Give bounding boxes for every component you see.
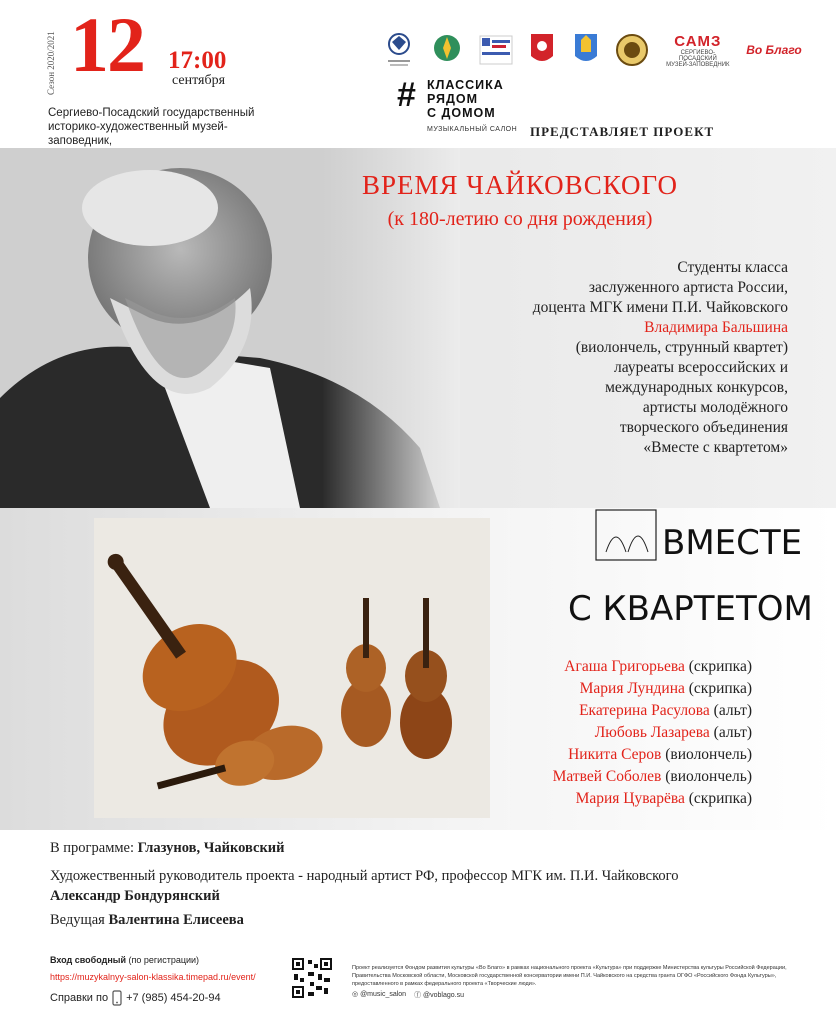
mosobl-emblem-icon bbox=[429, 30, 465, 70]
salon-name bbox=[427, 78, 504, 120]
salon-line: С ДОМОМ bbox=[427, 106, 496, 120]
voblago-text: Во Благо bbox=[746, 43, 802, 57]
host-info bbox=[50, 912, 244, 929]
facebook-icon: ⓕ bbox=[414, 992, 422, 999]
performer-name: Никита Серов bbox=[568, 746, 662, 763]
teacher-name: Владимира Бальшина bbox=[644, 319, 788, 336]
performer-row bbox=[486, 788, 752, 810]
entry-registration: (по регистрации) bbox=[128, 955, 200, 965]
sam-logo-mark: САМЗ bbox=[674, 32, 722, 50]
event-subtitle: (к 180-летию со дня рождения) bbox=[387, 208, 653, 230]
sam-logo bbox=[663, 30, 733, 70]
performer-row bbox=[486, 678, 752, 700]
instruments-photo bbox=[94, 518, 490, 818]
students-line: «Вместе с квартетом» bbox=[643, 439, 788, 456]
salon-logo bbox=[397, 72, 527, 144]
registration-link[interactable]: https://muzykalnyy-salon-klassika.timepad.ru/event/ bbox=[50, 972, 256, 982]
students-line: (виолончель, струнный квартет) bbox=[575, 339, 788, 356]
students-line: творческого объединения bbox=[619, 419, 788, 436]
students-line: лауреаты всероссийских и bbox=[614, 359, 788, 376]
address-line: Сергиево-Посадский государственный bbox=[48, 107, 255, 119]
phone-number[interactable]: +7 (985) 454-20-94 bbox=[126, 992, 221, 1004]
performer-name: Любовь Лазарева bbox=[594, 724, 710, 741]
performer-name: Мария Цуварёва bbox=[575, 790, 685, 807]
phone-label: Справки по bbox=[50, 992, 109, 1004]
performer-instrument: (скрипка) bbox=[688, 658, 752, 675]
performer-row bbox=[486, 722, 752, 744]
students-line: доцента МГК имени П.И. Чайковского bbox=[532, 299, 788, 316]
students-line: заслуженного артиста России, bbox=[588, 279, 788, 296]
program-label: В программе: bbox=[50, 840, 135, 856]
sam-logo-bottom: МУЗЕЙ-ЗАПОВЕДНИК bbox=[666, 61, 730, 68]
phone-info bbox=[50, 990, 221, 1006]
students-description bbox=[380, 258, 788, 458]
performer-row bbox=[486, 766, 752, 788]
facebook-text: @voblago.su bbox=[423, 992, 464, 999]
voblago-logo bbox=[746, 30, 802, 70]
address-line: историко-художественный музей-заповедник, bbox=[48, 121, 228, 147]
fine-print: Проект реализуется Фондом развития культуры «Во Благо» в рамках национального проекта «Культура» при поддержке Министерства культуры Российской Федерации, Правительства Московской области, Московской государственной консерватории имени П.И. Чайковского на средства гранта ОГФО «Российского Фонда Культуры», предоставленного в рамках федерального проекта «Творческие люди». bbox=[352, 965, 787, 987]
sam-logo-top: СЕРГИЕВО-ПОСАДСКИЙ bbox=[678, 49, 717, 62]
students-line: артисты молодёжного bbox=[642, 399, 788, 416]
moscow-region-icon bbox=[527, 30, 557, 70]
instagram-icon: ◎ bbox=[352, 991, 359, 998]
social-links bbox=[352, 990, 464, 1000]
partner-logos bbox=[382, 28, 802, 72]
program-info bbox=[50, 840, 285, 857]
entry-free: Вход свободный bbox=[50, 955, 126, 965]
performer-instrument: (альт) bbox=[713, 724, 752, 741]
performer-instrument: (виолончель) bbox=[665, 746, 752, 763]
performer-name: Екатерина Расулова bbox=[579, 702, 710, 719]
program-composers: Глазунов, Чайковский bbox=[137, 840, 285, 856]
instagram-handle[interactable] bbox=[352, 990, 406, 1000]
event-title: ВРЕМЯ ЧАЙКОВСКОГО bbox=[362, 170, 678, 200]
host-name: Валентина Елисеева bbox=[108, 912, 244, 928]
performer-name: Матвей Соболев bbox=[552, 768, 662, 785]
performer-instrument: (виолончель) bbox=[665, 768, 752, 785]
national-project-icon bbox=[478, 30, 514, 70]
salon-hash: # bbox=[397, 76, 416, 114]
event-day: 12 bbox=[70, 1, 144, 88]
salon-line: РЯДОМ bbox=[427, 92, 479, 106]
quartet-logo-line2: С КВАРТЕТОМ bbox=[568, 589, 813, 629]
performer-instrument: (альт) bbox=[713, 702, 752, 719]
host-label: Ведущая bbox=[50, 912, 105, 928]
performer-instrument: (скрипка) bbox=[688, 680, 752, 697]
students-line: Студенты класса bbox=[677, 259, 788, 276]
facebook-handle[interactable] bbox=[414, 990, 464, 1000]
students-line: международных конкурсов, bbox=[605, 379, 788, 396]
director-name: Александр Бондурянский bbox=[50, 888, 220, 904]
event-month: сентября bbox=[172, 73, 226, 88]
instagram-text: @music_salon bbox=[360, 991, 407, 998]
city-crest-icon bbox=[571, 30, 601, 70]
director-role: Художественный руководитель проекта - народный артист РФ, профессор МГК им. П.И. Чайковского bbox=[50, 868, 679, 884]
performers-list bbox=[486, 656, 752, 810]
performer-row bbox=[486, 656, 752, 678]
season-label: Сезон 2020/2021 bbox=[46, 31, 56, 95]
entry-info bbox=[50, 955, 199, 965]
qr-code[interactable] bbox=[292, 958, 332, 998]
performer-name: Агаша Григорьева bbox=[564, 658, 685, 675]
performer-name: Мария Лундина bbox=[579, 680, 685, 697]
quartet-logo-line1: ВМЕСТЕ bbox=[662, 523, 803, 563]
presents-label: ПРЕДСТАВЛЯЕТ ПРОЕКТ bbox=[530, 124, 715, 139]
salon-subtitle: МУЗЫКАЛЬНЫЙ САЛОН bbox=[427, 126, 518, 133]
quartet-logo bbox=[566, 502, 813, 634]
ministry-emblem-icon bbox=[382, 30, 416, 70]
salon-line: КЛАССИКА bbox=[427, 78, 504, 92]
performer-row bbox=[486, 700, 752, 722]
phone-icon bbox=[112, 990, 122, 1006]
event-time: 17:00 bbox=[168, 47, 227, 74]
museum-seal-icon bbox=[614, 30, 650, 70]
performer-instrument: (скрипка) bbox=[688, 790, 752, 807]
performer-row bbox=[486, 744, 752, 766]
